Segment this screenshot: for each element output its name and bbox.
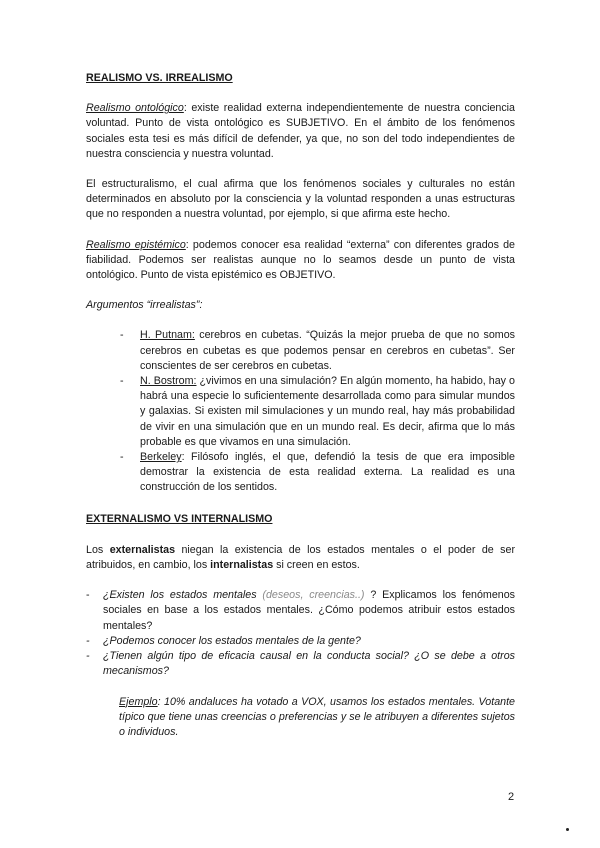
question-examples: (deseos, creencias..): [262, 589, 365, 602]
list-dash: -: [86, 634, 90, 647]
term-realismo-epistemico: Realismo epistémico: [86, 238, 186, 251]
list-item: [86, 588, 515, 634]
arguments-title: Argumentos “irrealistas”:: [86, 299, 203, 312]
term-externalistas: externalistas: [109, 543, 176, 556]
paragraph-text: Los: [86, 543, 110, 556]
list-item: [86, 634, 515, 649]
author-name: H. Putnam:: [140, 329, 195, 342]
list-dash: -: [120, 451, 124, 464]
list-item: [86, 649, 515, 679]
list-item-text: cerebros en cubetas. “Quizás la mejor prueba de que no somos cerebros en cubetas es que podemos pensar en cerebros en cubetas”. Ser conscientes de ser cerebros en cubetas.: [140, 329, 515, 372]
question-text: ¿Tienen algún tipo de eficacia causal en la conducta social? ¿O se debe a otros mecanismos?: [103, 650, 515, 678]
author-name: N. Bostrom:: [140, 375, 197, 388]
term-realismo-ontologico: Realismo ontológico: [86, 102, 184, 115]
section-title-externalismo: EXTERNALISMO VS INTERNALISMO: [86, 512, 273, 525]
author-name: Berkeley: [140, 451, 182, 464]
paragraph-text: : podemos conocer esa realidad “externa” con diferentes grados de fiabilidad. Podemos ser realistas aunque no lo seamos desde un punto de vista ontológico. Punto de vista epistémico es OBJETIVO.: [86, 238, 515, 282]
term-internalistas: internalistas: [210, 559, 274, 572]
example-text: : 10% andaluces ha votado a VOX, usamos los estados mentales. Votante típico que tiene unas creencias o preferencias y se le atribuyen a diferentes sujetos o individuos.: [119, 695, 515, 738]
list-dash: -: [120, 375, 124, 388]
paragraph-text: niegan la existencia de los estados mentales o el poder de ser atribuidos, en cambio, los: [86, 543, 516, 572]
list-item-text: ¿vivimos en una simulación? En algún momento, ha habido, hay o habrá una especie lo suficientemente desarrollada como para simular mundos y galaxias. Si existen mil simulaciones y un mundo real, hay más probabilidad de vivir en una simulación que en un mundo real. Es decir, afirma que lo más probable es que vivamos en una simulación.: [140, 375, 515, 448]
list-dash: -: [86, 589, 90, 602]
corner-dot: [566, 828, 569, 831]
paragraph-realismo-epistemico: [86, 238, 515, 284]
example-paragraph: [86, 695, 515, 741]
paragraph-externalistas: [86, 543, 515, 573]
list-dash: -: [86, 650, 90, 663]
example-label: Ejemplo: [119, 695, 158, 708]
list-item-text: : Filósofo inglés, el que, defendió la tesis de que era imposible demostrar la existencia de esta realidad externa. La realidad es una construcción de los sentidos.: [140, 451, 515, 494]
paragraph-text: si creen en estos.: [273, 559, 360, 572]
questions-list: [86, 588, 515, 679]
document-page: [86, 71, 515, 740]
list-item: [86, 450, 515, 496]
paragraph-text: : existe realidad externa independientemente de nuestra conciencia voluntad. Punto de vista ontológico es SUBJETIVO. En el ámbito de los fenómenos sociales esta tesi es más difícil de defender, ya que, no son del todo independientes de nuestra consciencia y nuestra voluntad.: [86, 102, 515, 160]
question-text: ¿Existen los estados mentales: [103, 589, 263, 602]
question-text: ¿Podemos conocer los estados mentales de la gente?: [103, 634, 361, 647]
list-item: [86, 374, 515, 450]
question-text: ? Explicamos los fenómenos sociales en base a los estados mentales. ¿Cómo podemos atribuir estos estados mentales?: [103, 589, 515, 632]
page-number: 2: [508, 791, 515, 803]
arguments-list: [86, 328, 515, 495]
list-item: [86, 328, 515, 374]
paragraph-realismo-ontologico: [86, 101, 515, 162]
section-title-realismo: REALISMO VS. IRREALISMO: [86, 72, 233, 84]
paragraph-estructuralismo: El estructuralismo, el cual afirma que los fenómenos sociales y culturales no están determinados en absoluto por la consciencia y la voluntad responden a unas estructuras que no responden a nuestra voluntad, por ejemplo, si que afirma este hecho.: [86, 178, 515, 221]
list-dash: -: [120, 329, 124, 342]
